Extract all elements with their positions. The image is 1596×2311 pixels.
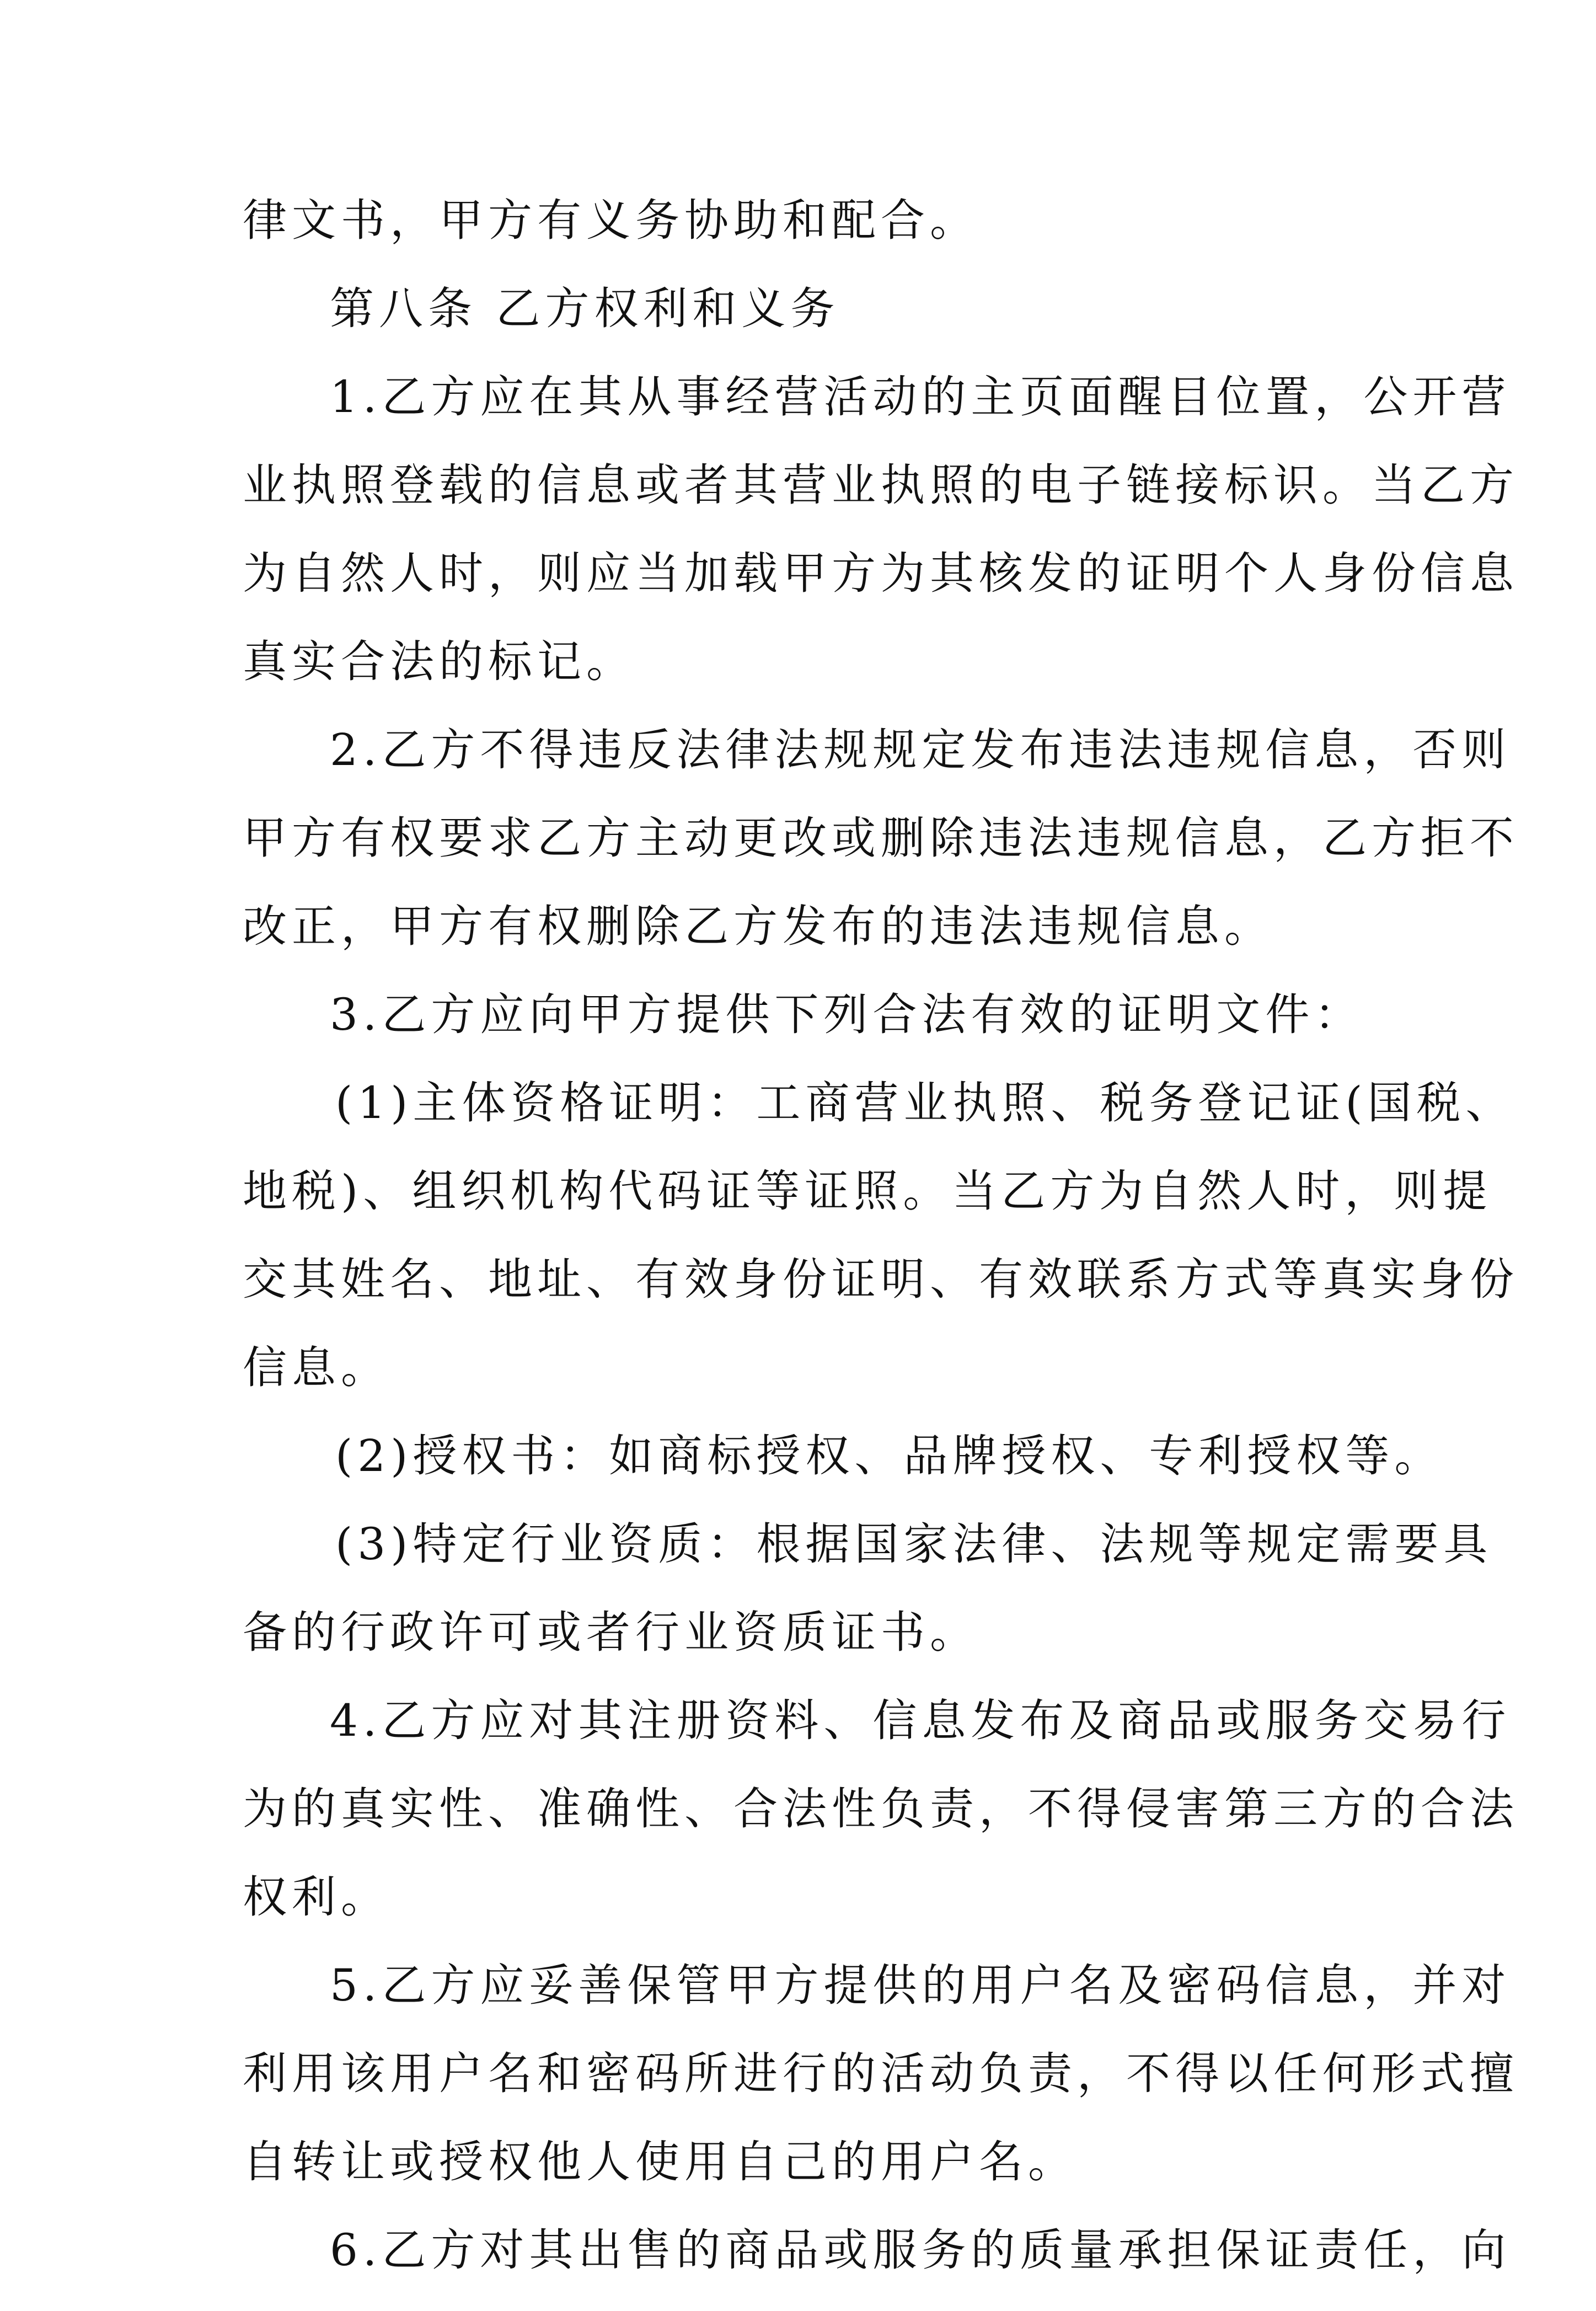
paragraph-start: 5.乙方应妥善保管甲方提供的用户名及密码信息，并对 [330, 1960, 1511, 2011]
text-line: 业执照登载的信息或者其营业执照的电子链接标识。当乙方 [243, 459, 1519, 511]
paragraph-start: 1.乙方应在其从事经营活动的主页面醒目位置，公开营 [330, 371, 1511, 422]
text-line: 律文书，甲方有义务协助和配合。 [243, 195, 979, 246]
paragraph-start: 2.乙方不得违反法律法规规定发布违法违规信息，否则 [330, 724, 1511, 775]
sub-item-start: (2)授权书：如商标授权、品牌授权、专利授权等。 [335, 1430, 1444, 1481]
text-line: 备的行政许可或者行业资质证书。 [243, 1607, 979, 1658]
text-line: 利用该用户名和密码所进行的活动负责，不得以任何形式擅 [243, 2048, 1519, 2099]
text-line: 真实合法的标记。 [243, 636, 635, 687]
text-line: 改正，甲方有权删除乙方发布的违法违规信息。 [243, 901, 1273, 952]
text-line: 为自然人时，则应当加载甲方为其核发的证明个人身份信息 [243, 548, 1519, 599]
sub-item-start: (1)主体资格证明：工商营业执照、税务登记证(国税、 [335, 1077, 1515, 1128]
text-line: 信息。 [243, 1342, 390, 1393]
sub-item-start: (3)特定行业资质：根据国家法律、法规等规定需要具 [335, 1518, 1493, 1570]
text-line: 地税)、组织机构代码证等证照。当乙方为自然人时，则提 [243, 1165, 1492, 1217]
text-line: 自转让或授权他人使用自己的用户名。 [243, 2136, 1077, 2187]
paragraph-start: 3.乙方应向甲方提供下列合法有效的证明文件： [330, 989, 1364, 1040]
text-line: 为的真实性、准确性、合法性负责，不得侵害第三方的合法 [243, 1783, 1519, 1834]
text-line: 权利。 [243, 1871, 390, 1923]
paragraph-start: 4.乙方应对其注册资料、信息发布及商品或服务交易行 [330, 1695, 1511, 1746]
article-heading: 第八条 乙方权利和义务 [330, 283, 840, 334]
document-body [243, 193, 1519, 2311]
text-line: 交其姓名、地址、有效身份证明、有效联系方式等真实身份 [243, 1254, 1519, 1305]
text-line: 甲方有权要求乙方主动更改或删除违法违规信息，乙方拒不 [243, 812, 1519, 864]
paragraph-start: 6.乙方对其出售的商品或服务的质量承担保证责任，向 [330, 2224, 1511, 2276]
